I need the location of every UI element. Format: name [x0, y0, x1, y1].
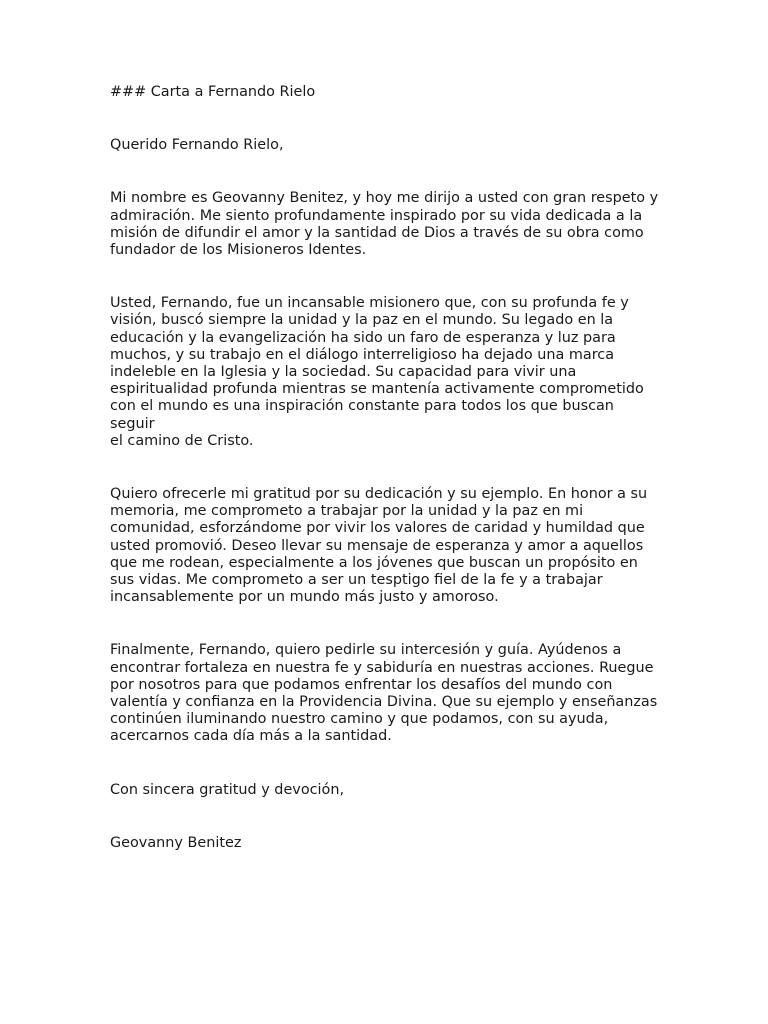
letter-closing: Con sincera gratitud y devoción, — [110, 781, 345, 798]
letter-signature: Geovanny Benitez — [110, 834, 242, 851]
letter-body — [110, 84, 660, 852]
letter-title: ### Carta a Fernando Rielo — [110, 84, 316, 100]
letter-greeting: Querido Fernando Rielo, — [110, 137, 284, 154]
letter-paragraph-2: Usted, Fernando, fue un incansable misionero que, con su profunda fe y visión, buscó siempre la unidad y la paz en el mundo. Su legado en la educación y la evangelización ha sido un faro de esperanza y luz para muchos, y su trabajo en el diálogo interreligioso ha dejado una marca indeleble en la Iglesia y la sociedad. Su capacidad para vivir una espiritualidad profunda mientras se mantenía activamente comprometido con el mundo es una inspiración constante para todos los que buscan seguir el camino de Cristo. — [110, 295, 644, 449]
letter-paragraph-4: Finalmente, Fernando, quiero pedirle su intercesión y guía. Ayúdenos a encontrar fortaleza en nuestra fe y sabiduría en nuestras acciones. Ruegue por nosotros para que podamos enfrentar los desafíos del mundo con valentía y confianza en la Providencia Divina. Que su ejemplo y enseñanzas continúen iluminando nuestro camino y que podamos, con su ayuda, acercarnos cada día más a la santidad. — [110, 642, 658, 745]
letter-paragraph-1: Mi nombre es Geovanny Benitez, y hoy me dirijo a usted con gran respeto y admiración. Me siento profundamente inspirado por su vida dedicada a la misión de difundir el amor y la santidad de Dios a través de su obra como fundador de los Misioneros Identes. — [110, 190, 659, 259]
letter-paragraph-3: Quiero ofrecerle mi gratitud por su dedicación y su ejemplo. En honor a su memoria, me comprometo a trabajar por la unidad y la paz en mi comunidad, esforzándome por vivir los valores de caridad y humildad que usted promovió. Deseo llevar su mensaje de esperanza y amor a aquellos que me rodean, especialmente a los jóvenes que buscan un propósito en sus vidas. Me comprometo a ser un tesptigo fiel de la fe y a trabajar incansablemente por un mundo más justo y amoroso. — [110, 486, 648, 606]
